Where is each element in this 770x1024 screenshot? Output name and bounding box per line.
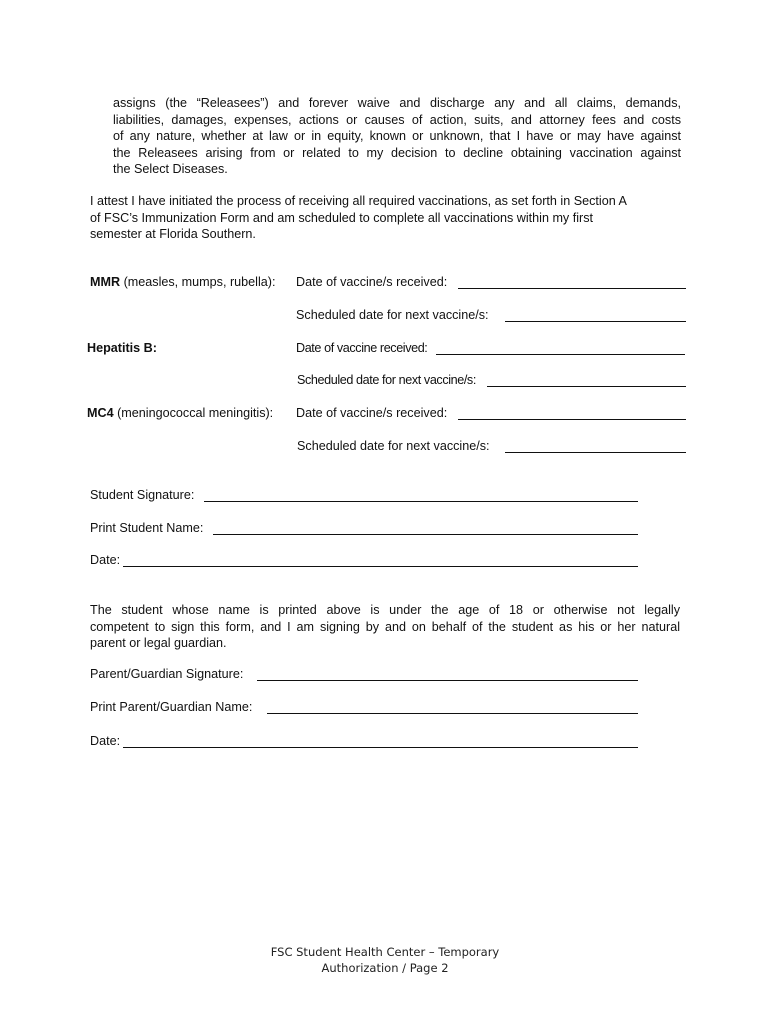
mmr-detail: (measles, mumps, rubella): xyxy=(120,275,276,289)
guardian-name-field[interactable] xyxy=(267,713,638,714)
guardian-signature-field[interactable] xyxy=(257,680,638,681)
attest-line: of FSC’s Immunization Form and am scheduled to complete all vaccinations within my first xyxy=(90,210,594,225)
mmr-next-field[interactable] xyxy=(505,321,686,322)
student-name-label: Print Student Name: xyxy=(90,521,204,535)
hepb-next-field[interactable] xyxy=(487,386,686,387)
hepb-heading xyxy=(87,340,157,356)
attest-line: I attest I have initiated the process of receiving all required vaccinations, as set forth in Section A xyxy=(90,194,627,208)
student-name-field[interactable] xyxy=(213,534,638,535)
guardian-date-label: Date: xyxy=(90,734,121,748)
mmr-next-label: Scheduled date for next vaccine/s: xyxy=(296,308,489,322)
release-line: of any nature, whether at law or in equity, known or unknown, that I have or may have against xyxy=(113,129,681,143)
mc4-name: MC4 xyxy=(87,406,114,420)
guardian-date-field[interactable] xyxy=(123,747,638,748)
guardian-line: The student whose name is printed above is under the age of 18 or otherwise not legally xyxy=(90,603,680,617)
mmr-heading xyxy=(90,274,275,290)
mc4-received-field[interactable] xyxy=(458,419,686,420)
mc4-next-field[interactable] xyxy=(505,452,686,453)
student-signature-label: Student Signature: xyxy=(90,488,195,502)
release-line: liabilities, damages, expenses, actions or causes of action, suits, and attorney fees and costs xyxy=(113,112,681,127)
hepb-received-field[interactable] xyxy=(436,354,685,355)
release-paragraph xyxy=(113,95,681,178)
attest-line: semester at Florida Southern. xyxy=(90,227,256,241)
hepb-next-label: Scheduled date for next vaccine/s: xyxy=(297,373,476,387)
guardian-line: parent or legal guardian. xyxy=(90,636,227,650)
release-line: the Select Diseases. xyxy=(113,162,228,176)
hepb-name: Hepatitis B: xyxy=(87,341,157,355)
student-date-label: Date: xyxy=(90,553,121,567)
release-line: assigns (the “Releasees”) and forever waive and discharge any and all claims, demands, xyxy=(113,96,681,110)
mc4-heading xyxy=(87,405,273,421)
footer-line-2: Authorization / Page 2 xyxy=(321,961,449,975)
attest-paragraph xyxy=(90,193,685,243)
release-line: the Releasees arising from or related to my decision to decline obtaining vaccination against xyxy=(113,145,681,160)
guardian-name-label: Print Parent/Guardian Name: xyxy=(90,700,253,714)
hepb-received-label: Date of vaccine received: xyxy=(296,341,428,355)
page-footer xyxy=(0,944,770,976)
guardian-signature-label: Parent/Guardian Signature: xyxy=(90,667,244,681)
guardian-line: competent to sign this form, and I am signing by and on behalf of the student as his or her natural xyxy=(90,619,680,634)
footer-line-1: FSC Student Health Center – Temporary xyxy=(270,945,500,959)
mmr-received-label: Date of vaccine/s received: xyxy=(296,275,448,289)
mmr-name: MMR xyxy=(90,275,121,289)
student-date-field[interactable] xyxy=(123,566,638,567)
guardian-paragraph xyxy=(90,602,680,652)
mc4-received-label: Date of vaccine/s received: xyxy=(296,406,448,420)
mmr-received-field[interactable] xyxy=(458,288,686,289)
mc4-next-label: Scheduled date for next vaccine/s: xyxy=(297,439,490,453)
student-signature-field[interactable] xyxy=(204,501,638,502)
mc4-detail: (meningococcal meningitis): xyxy=(113,406,274,420)
